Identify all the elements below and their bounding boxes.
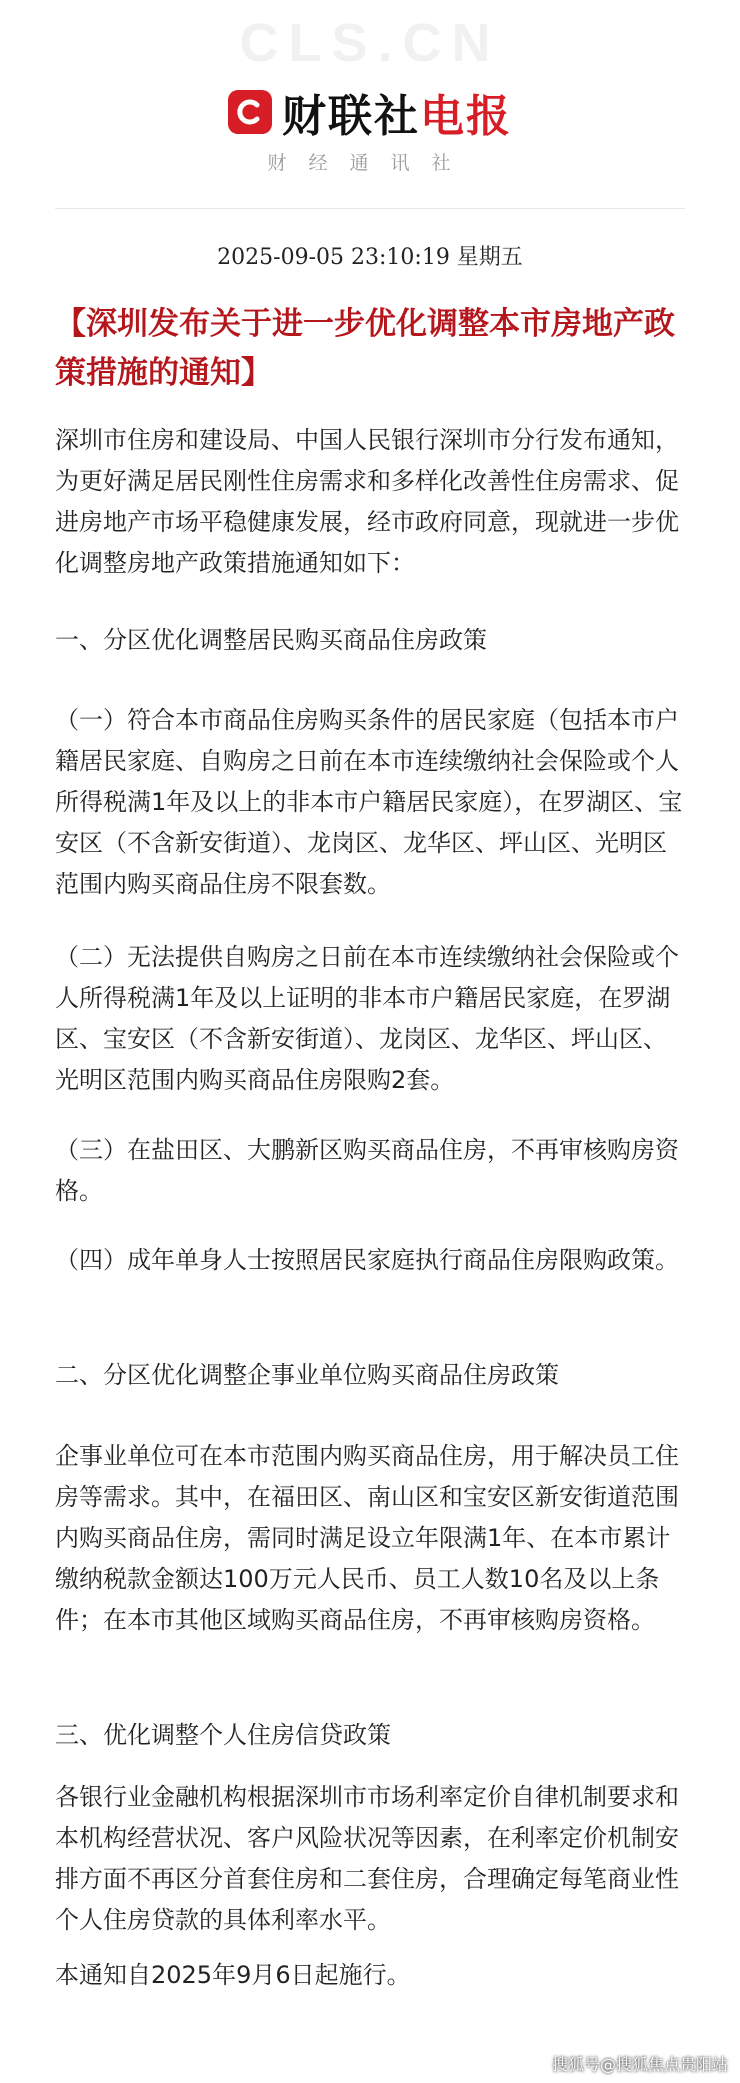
section-heading-1: 一、分区优化调整居民购买商品住房政策	[55, 626, 487, 654]
section-heading-2: 二、分区优化调整企事业单位购买商品住房政策	[55, 1361, 559, 1389]
paragraph-item-1: （一）符合本市商品住房购买条件的居民家庭（包括本市户籍居民家庭、自购房之日前在本市连续缴纳社会保险或个人所得税满1年及以上的非本市户籍居民家庭），在罗湖区、宝安区（不含新安街道）、龙岗区、龙华区、坪山区、光明区范围内购买商品住房不限套数。	[55, 706, 683, 898]
paragraph-item-3: （三）在盐田区、大鹏新区购买商品住房，不再审核购房资格。	[55, 1136, 679, 1205]
paragraph-intro: 深圳市住房和建设局、中国人民银行深圳市分行发布通知，为更好满足居民刚性住房需求和多样化改善性住房需求、促进房地产市场平稳健康发展，经市政府同意，现就进一步优化调整房地产政策措施通知如下：	[55, 426, 679, 577]
paragraph-item-4: （四）成年单身人士按照居民家庭执行商品住房限购政策。	[55, 1246, 679, 1274]
brand-subtitle: 财经通讯社	[267, 152, 473, 174]
brand-name	[282, 80, 512, 144]
paragraph-item-2: （二）无法提供自购房之日前在本市连续缴纳社会保险或个人所得税满1年及以上证明的非本市户籍居民家庭，在罗湖区、宝安区（不含新安街道）、龙岗区、龙华区、坪山区、光明区范围内购买商品住房限购2套。	[55, 943, 679, 1094]
cls-logo-icon	[228, 90, 272, 134]
brand-name-red: 电报	[420, 91, 512, 142]
paragraph-credit: 各银行业金融机构根据深圳市市场利率定价自律机制要求和本机构经营状况、客户风险状况等因素，在利率定价机制安排方面不再区分首套住房和二套住房，合理确定每笔商业性个人住房贷款的具体利率水平。	[55, 1783, 679, 1934]
headline: 【深圳发布关于进一步优化调整本市房地产政策措施的通知】	[55, 306, 675, 391]
paragraph-effective-date: 本通知自2025年9月6日起施行。	[55, 1961, 411, 1989]
watermark-text: CLS.CN	[239, 13, 501, 73]
divider	[55, 208, 685, 209]
brand-header	[0, 80, 740, 144]
source-watermark: 搜狐号@搜狐焦点贵阳站	[551, 2055, 728, 2074]
paragraph-enterprise: 企事业单位可在本市范围内购买商品住房，用于解决员工住房等需求。其中，在福田区、南山区和宝安区新安街道范围内购买商品住房，需同时满足设立年限满1年、在本市累计缴纳税款金额达100万元人民币、员工人数10名及以上条件；在本市其他区域购买商品住房，不再审核购房资格。	[55, 1442, 679, 1634]
section-heading-3: 三、优化调整个人住房信贷政策	[55, 1721, 391, 1749]
brand-name-black: 财联社	[282, 91, 420, 142]
dateline: 2025-09-05 23:10:19 星期五	[217, 245, 523, 270]
